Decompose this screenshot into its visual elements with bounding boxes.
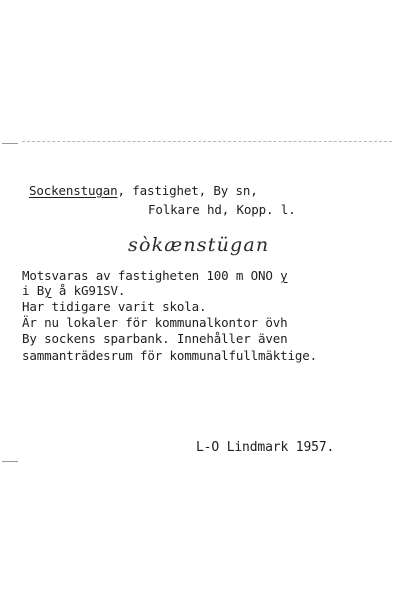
signature: L-O Lindmark 1957. <box>196 440 335 455</box>
card-heading <box>29 183 258 198</box>
body-line-2: i By å kG91SV. <box>22 283 126 298</box>
margin-mark <box>2 143 18 144</box>
body-line-5: By sockens sparbank. Innehåller även <box>22 331 288 346</box>
district-line: Folkare hd, Kopp. l. <box>148 202 296 217</box>
underlined-y-mark: y <box>44 283 52 298</box>
place-description: , fastighet, By sn, <box>117 183 258 198</box>
underlined-y-mark: y <box>280 268 288 283</box>
handwritten-pronunciation: sòkænstügan <box>128 234 270 256</box>
margin-mark <box>2 461 18 462</box>
body-line-3: Har tidigare varit skola. <box>22 299 207 314</box>
body-line-1: Motsvaras av fastigheten 100 m ONO y <box>22 268 288 283</box>
card-top-edge <box>22 141 392 142</box>
body-line-6: sammanträdesrum för kommunalfullmäktige. <box>22 348 318 363</box>
body-line-4: Är nu lokaler för kommunalkontor övh <box>22 315 288 330</box>
place-name: Sockenstugan <box>29 183 118 198</box>
